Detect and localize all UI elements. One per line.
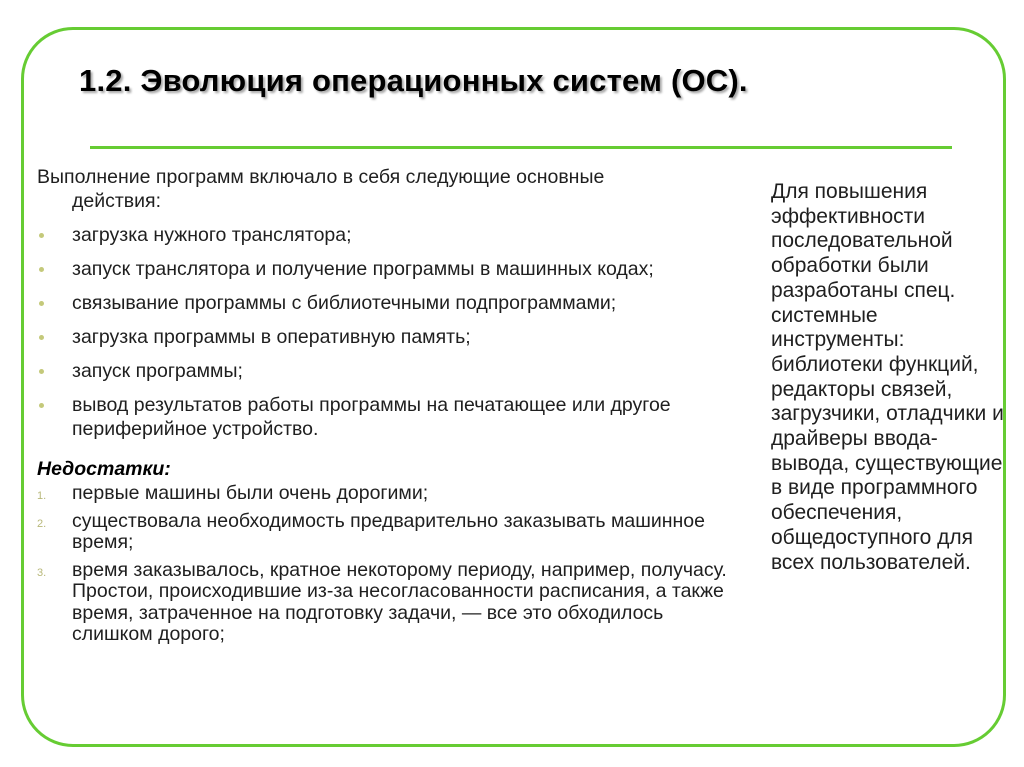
left-column bbox=[37, 165, 737, 652]
bullet-dot-icon bbox=[39, 403, 44, 408]
list-item-text: связывание программы с библиотечными подпрограммами; bbox=[72, 292, 617, 314]
list-item-text: запуск транслятора и получение программы в машинных кодах; bbox=[72, 258, 654, 280]
list-item-text: вывод результатов работы программы на печатающее или другое периферийное устройство. bbox=[72, 394, 671, 440]
list-item-text: запуск программы; bbox=[72, 360, 243, 382]
drawbacks-list bbox=[37, 483, 737, 646]
list-item bbox=[37, 291, 737, 315]
actions-list bbox=[37, 223, 737, 441]
right-column-text: Для повышения эффективности последовательной обработки были разработаны спец. системные инструменты: библиотеки функций, редакторы связей, загрузчики, отладчики и драйверы ввода-вывода, существующие в виде программного обеспечения, общедоступного для всех пользователей. bbox=[771, 180, 1004, 574]
bullet-dot-icon bbox=[39, 233, 44, 238]
title-divider bbox=[90, 146, 952, 149]
list-item-text: время заказывалось, кратное некоторому периоду, например, получасу. Простои, происходившие из-за несогласованности расписания, а также время, затраченное на подготовку задачи, — все это обходилось слишком дорого; bbox=[72, 558, 727, 645]
bullet-dot-icon bbox=[39, 301, 44, 306]
slide-title: 1.2. Эволюция операционных систем (ОС). bbox=[79, 63, 748, 98]
list-item bbox=[37, 223, 737, 247]
intro-line-2: действия: bbox=[72, 190, 162, 212]
bullet-dot-icon bbox=[39, 267, 44, 272]
list-item bbox=[37, 511, 737, 554]
intro-line-1: Выполнение программ включало в себя следующие основные bbox=[37, 166, 605, 188]
item-number: 2. bbox=[37, 517, 47, 530]
item-number: 1. bbox=[37, 490, 47, 502]
list-item-text: существовала необходимость предварительно заказывать машинное время; bbox=[72, 509, 705, 553]
bullet-dot-icon bbox=[39, 335, 44, 340]
list-item bbox=[37, 393, 737, 441]
intro-paragraph bbox=[37, 165, 737, 213]
list-item bbox=[37, 325, 737, 349]
list-item bbox=[37, 359, 737, 383]
list-item bbox=[37, 560, 737, 646]
drawbacks-heading: Недостатки: bbox=[37, 458, 171, 480]
list-item bbox=[37, 483, 737, 505]
list-item-text: первые машины были очень дорогими; bbox=[72, 482, 429, 504]
list-item-text: загрузка нужного транслятора; bbox=[72, 224, 352, 246]
bullet-dot-icon bbox=[39, 369, 44, 374]
item-number: 3. bbox=[37, 566, 47, 579]
list-item bbox=[37, 257, 737, 281]
list-item-text: загрузка программы в оперативную память; bbox=[72, 326, 471, 348]
